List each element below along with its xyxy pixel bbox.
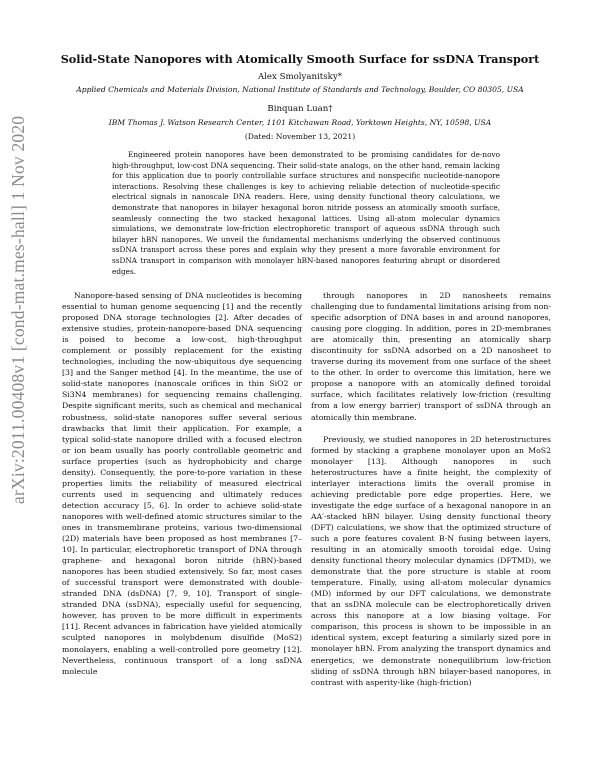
paragraph: Nanopore-based sensing of DNA nucleotides is becoming essential to human genome sequencing [1] and the recently proposed DNA storage technologies [2]. After decades of extensive studies, protein-nanopore-based DNA sequencing is poised to become a low-cost, high-throughput complement or possibly replacement for the existing technologies, including the now-ubiquitous dye sequencing [3] and the Sanger method [4]. In the meantime, the use of solid-state nanopores (nanoscale orifices in thin SiO2 or Si3N4 membranes) for sequencing remains challenging. Despite significant merits, such as chemical and mechanical robustness, solid-state nanopores suffer several serious drawbacks that limit their application. For example, a typical solid-state nanopore drilled with a focused electron or ion beam usually has poorly controllable geometric and surface properties (such as hydrophobicity and charge density). Consequently, the pore-to-pore variation in these properties limits the reliability of measured electrical currents used in sequencing and ultimately reduces detection accuracy [5, 6]. In order to achieve solid-state nanopores with well-defined atomic structures similar to the ones in transmembrane proteins, various two-dimensional (2D) materials have been proposed as host membranes [7–10]. In particular, electrophoretic transport of DNA through graphene- and hexagonal boron nitride (hBN)-based nanopores has been studied extensively. So far, most cases of successful transport were demonstrated with double-stranded DNA (dsDNA) [7, 9, 10]. Transport of single-stranded DNA (ssDNA), especially useful for sequencing, however, has proven to be more difficult in experiments [11]. Recent advances in fabrication have yielded atomically sculpted nanopores in molybdenum disulfide (MoS2) monolayers, enabling a well-controlled pore geometry [12]. Nevertheless, continuous transport of a long ssDNA molecule <box>62 291 302 676</box>
author-affiliation: Applied Chemicals and Materials Division, National Institute of Standards and Technology, Boulder, CO 80305, USA <box>76 85 524 94</box>
date-line: (Dated: November 13, 2021) <box>244 132 356 141</box>
arxiv-identifier-stamp: arXiv:2011.00408v1 [cond-mat.mes-hall] 1 Nov 2020 <box>8 115 28 504</box>
body-column-right <box>311 290 551 688</box>
author-name: Binquan Luan† <box>267 104 333 114</box>
author-name: Alex Smolyanitsky* <box>257 72 343 82</box>
paragraph: through nanopores in 2D nanosheets remains challenging due to fundamental limitations arising from non-specific adsorption of DNA bases in and around nanopores, causing pore clogging. In addition, pores in 2D-membranes are atomically thin, presenting an atomically sharp discontinuity for ssDNA adsorbed on a 2D nanosheet to traverse during its movement from one surface of the sheet to the other. In order to overcome this limitation, here we propose a nanopore with an atomically defined toroidal surface, which facilitates relatively low-friction (resulting from a low energy barrier) transport of ssDNA through an atomically thin membrane. <box>311 291 551 422</box>
abstract: Engineered protein nanopores have been demonstrated to be promising candidates for de-novo high-throughput, low-cost DNA sequencing. Their solid-state analogs, on the other hand, remain lacking for this application due to poorly controllable surface structures and nonspecific nucleotide-nanopore interactions. Resolving these challenges is key to achieving reliable detection of nucleotide-specific electrical signals in nanoscale DNA readers. Here, using density functional theory calculations, we demonstrate that nanopores in bilayer hexagonal boron nitride possess an atomically smooth surface, seamlessly connecting the two stacked hexagonal lattices. Using all-atom molecular dynamics simulations, we demonstrate low-friction electrophoretic transport of aqueous ssDNA through such bilayer hBN nanopores. We unveil the fundamental mechanisms underlying the observed continuous ssDNA transport across these pores and explain why they present a more favorable environment for ssDNA transport in comparison with monolayer hBN-based nanopores featuring abrupt or disordered edges. <box>112 150 500 276</box>
paper-title: Solid-State Nanopores with Atomically Smooth Surface for ssDNA Transport <box>60 52 540 66</box>
author-affiliation: IBM Thomas J. Watson Research Center, 1101 Kitchawan Road, Yorktown Heights, NY, 10598, USA <box>108 118 492 127</box>
paragraph: Previously, we studied nanopores in 2D heterostructures formed by stacking a graphene monolayer upon an MoS2 monolayer [13]. Although nanopores in such heterostructures have a finite height, the complexity of interlayer interactions limits the overall promise in achieving predictable pore edge properties. Here, we investigate the edge surface of a hexagonal nanopore in an AA′-stacked hBN bilayer. Using density functional theory (DFT) calculations, we show that the optimized structure of such a pore features covalent B-N fusing between layers, resulting in an atomically smooth toroidal edge. Using density functional theory molecular dynamics (DFTMD), we demonstrate that the pore structure is stable at room temperature. Finally, using all-atom molecular dynamics (MD) informed by our DFT calculations, we demonstrate that an ssDNA molecule can be electrophoretically driven across this nanopore at a low biasing voltage. For comparison, this process is shown to be impossible in an identical system, except featuring a similarly sized pore in monolayer hBN. From analyzing the transport dynamics and energetics, we demonstrate nonequilibrium low-friction sliding of ssDNA through hBN bilayer-based nanopores, in contrast with asperity-like (high-friction) <box>311 434 551 687</box>
body-column-left <box>62 290 302 677</box>
